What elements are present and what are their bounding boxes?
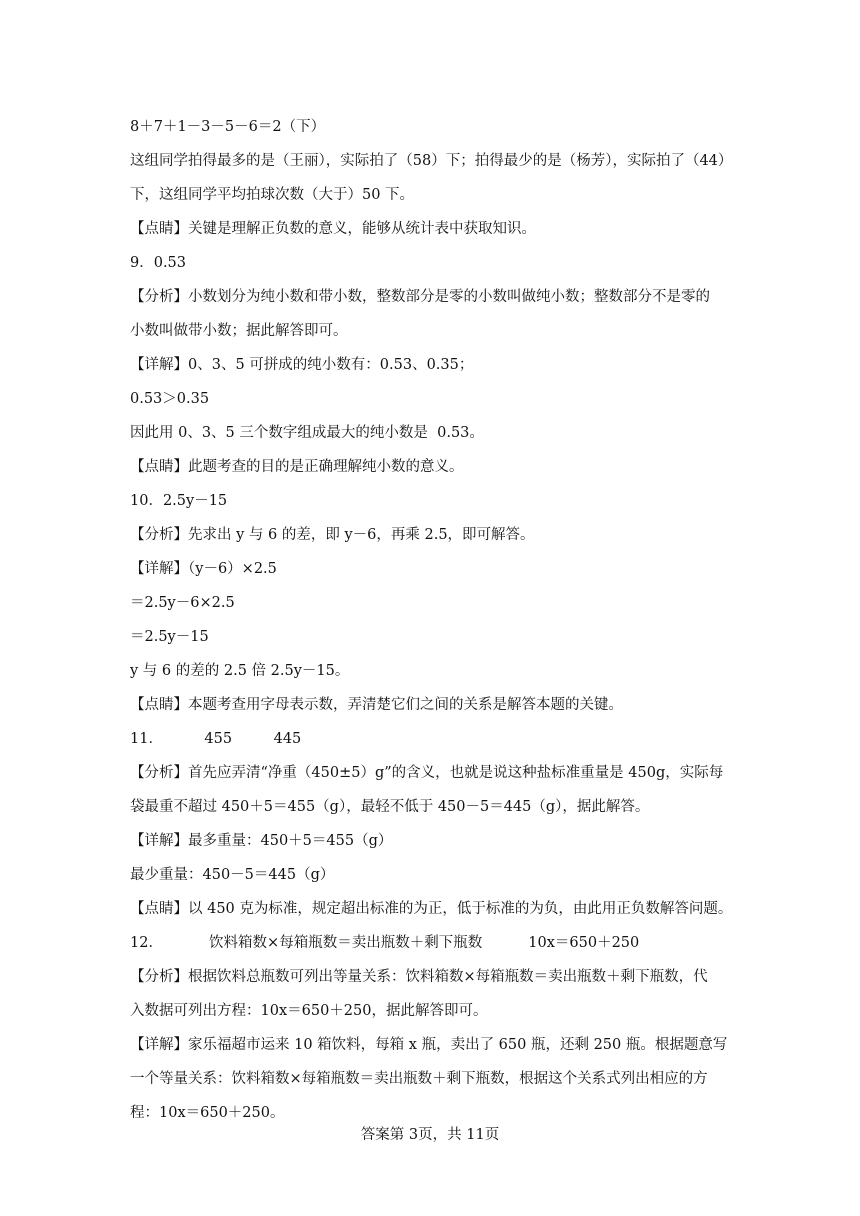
text-line: 9．0.53 xyxy=(130,255,187,271)
text-line: 【分析】小数划分为纯小数和带小数，整数部分是零的小数叫做纯小数；整数部分不是零的 xyxy=(130,289,710,305)
text-line: ＝2.5y－6×2.5 xyxy=(130,595,235,611)
text-line: 【点睛】以 450 克为标准，规定超出标准的为正，低于标准的为负，由此用正负数解答问题。 xyxy=(130,901,733,917)
text-line: 【分析】根据饮料总瓶数可列出等量关系：饮料箱数×每箱瓶数＝卖出瓶数＋剩下瓶数，代 xyxy=(130,969,708,985)
text-line: 因此用 0、3、5 三个数字组成最大的纯小数是 0.53。 xyxy=(130,425,484,441)
text-line: 最少重量：450－5＝445（g） xyxy=(130,867,335,883)
text-line: 入数据可列出方程：10x＝650＋250，据此解答即可。 xyxy=(130,1003,488,1019)
text-line: 小数叫做带小数；据此解答即可。 xyxy=(130,323,348,339)
text-line: 【点睛】本题考查用字母表示数，弄清楚它们之间的关系是解答本题的关键。 xyxy=(130,697,623,713)
text-line: 10．2.5y－15 xyxy=(130,493,228,509)
text-line: 一个等量关系：饮料箱数×每箱瓶数＝卖出瓶数＋剩下瓶数，根据这个关系式列出相应的方 xyxy=(130,1071,708,1087)
text-line: 袋最重不超过 450＋5＝455（g），最轻不低于 450－5＝445（g），据此解答。 xyxy=(130,799,650,815)
text-line: 【点睛】关键是理解正负数的意义，能够从统计表中获取知识。 xyxy=(130,221,536,237)
text-line: ＝2.5y－15 xyxy=(130,629,209,645)
text-line: 8＋7＋1－3－5－6＝2（下） xyxy=(130,119,326,135)
text-line: 【分析】先求出 y 与 6 的差，即 y－6，再乘 2.5，即可解答。 xyxy=(130,527,535,543)
answer-content xyxy=(130,110,735,1130)
text-line: 【点睛】此题考查的目的是正确理解纯小数的意义。 xyxy=(130,459,464,475)
text-line: 11． 455 445 xyxy=(130,731,302,747)
text-line: 下，这组同学平均拍球次数（大于）50 下。 xyxy=(130,187,415,203)
text-line: 【详解】最多重量：450＋5＝455（g） xyxy=(130,833,393,849)
text-line: 0.53＞0.35 xyxy=(130,391,210,407)
text-line: y 与 6 的差的 2.5 倍 2.5y－15。 xyxy=(130,663,350,679)
text-line: 【详解】家乐福超市运来 10 箱饮料，每箱 x 瓶，卖出了 650 瓶，还剩 250 瓶。根据题意写 xyxy=(130,1037,728,1053)
text-line: 【详解】（y－6）×2.5 xyxy=(130,561,277,577)
text-line: 程：10x＝650＋250。 xyxy=(130,1105,285,1121)
page-footer: 答案第 3页，共 11页 xyxy=(360,1127,500,1143)
text-line: 【分析】首先应弄清“净重（450±5）g”的含义，也就是说这种盐标准重量是 450g，实际每 xyxy=(130,765,724,781)
text-line: 12． 饮料箱数×每箱瓶数＝卖出瓶数＋剩下瓶数 10x＝650＋250 xyxy=(130,935,640,951)
text-line: 这组同学拍得最多的是（王丽），实际拍了（58）下；拍得最少的是（杨芳），实际拍了（44） xyxy=(130,153,733,169)
text-line: 【详解】0、3、5 可拼成的纯小数有：0.53、0.35； xyxy=(130,357,474,373)
